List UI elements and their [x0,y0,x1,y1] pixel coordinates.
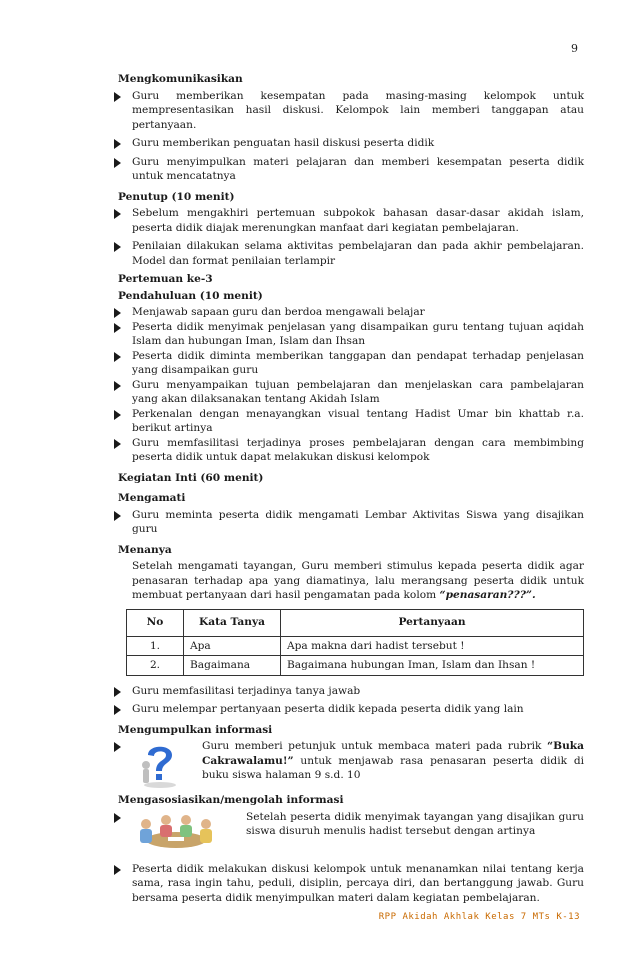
list-item: Sebelum mengakhiri pertemuan subpokok bahasan dasar-dasar akidah islam, peserta didik diajak merenungkan manfaat dari kegiatan pembelajaran. [114,206,584,235]
list-item: Peserta didik menyimak penjelasan yang disampaikan guru tentang tujuan aqidah Islam dan hubungan Iman, Islam dan Ihsan [114,320,584,349]
triangle-bullet-icon [114,381,121,391]
list-item: Guru memberikan penguatan hasil diskusi peserta didik [114,136,584,151]
triangle-bullet-icon [114,352,121,362]
heading-mengamati: Mengamati [118,492,186,504]
heading-penutup: Penutup (10 menit) [118,190,235,203]
mengumpulkan-text: Guru memberi petunjuk untuk membaca materi pada rubrik “Buka Cakrawalamu!” untuk menjawab rasa penasaran peserta didik di buku siswa halaman 9 s.d. 10 [202,740,584,781]
heading-kegiatan-inti: Kegiatan Inti (60 menit) [118,471,264,484]
triangle-bullet-icon [114,242,121,252]
triangle-bullet-icon [114,308,121,318]
mengasosiasikan-text: Setelah peserta didik menyimak tayangan yang disajikan guru siswa disuruh menulis hadist tersebut dengan artinya [246,810,584,837]
page-number: 9 [571,42,578,55]
group-discussion-icon [128,810,224,854]
content [114,72,584,909]
triangle-bullet-icon [114,209,121,219]
heading-menanya: Menanya [118,543,172,556]
heading-mengasosiasikan: Mengasosiasikan/mengolah informasi [118,794,344,806]
list-item: Perkenalan dengan menayangkan visual tentang Hadist Umar bin khattab r.a. berikut artinya [114,407,584,436]
list-item: Guru memberikan kesempatan pada masing-masing kelompok untuk mempresentasikan hasil diskusi. Kelompok lain memberi tanggapan atau pertanyaan. [114,89,584,133]
list-item: Peserta didik diminta memberikan tanggapan dan pendapat terhadap penjelasan yang disampaikan guru [114,349,584,378]
list-item: Menjawab sapaan guru dan berdoa mengawali belajar [114,305,584,320]
list-item: Guru memfasilitasi terjadinya proses pembelajaran dengan cara membimbing peserta didik untuk dapat melakukan diskusi kelompok [114,436,584,465]
question-table [126,609,584,676]
mengumpulkan-row [114,739,584,787]
triangle-bullet-icon [114,511,121,521]
triangle-bullet-icon [114,92,121,102]
list-item: Penilaian dilakukan selama aktivitas pembelajaran dan pada akhir pembelajaran. Model dan format penilaian terlampir [114,239,584,268]
triangle-bullet-icon [114,323,121,333]
heading-mengumpulkan: Mengumpulkan informasi [118,723,273,736]
list-item: Guru menyimpulkan materi pelajaran dan memberi kesempatan peserta didik untuk mencatatnya [114,155,584,184]
heading-pertemuan: Pertemuan ke-3 [118,273,213,285]
col-no: No [127,609,184,636]
triangle-bullet-icon [114,813,121,823]
triangle-bullet-icon [114,687,121,697]
heading-pendahuluan: Pendahuluan (10 menit) [118,289,263,302]
triangle-bullet-icon [114,410,121,420]
table-row: 2. Bagaimana Bagaimana hubungan Iman, Islam dan Ihsan ! [127,656,584,676]
list-item: Guru meminta peserta didik mengamati Lembar Aktivitas Siswa yang disajikan guru [114,508,584,537]
col-pertanyaan: Pertanyaan [281,609,584,636]
triangle-bullet-icon [114,139,121,149]
triangle-bullet-icon [114,439,121,449]
triangle-bullet-icon [114,865,121,875]
triangle-bullet-icon [114,742,121,752]
table-header-row [127,609,584,636]
question-mark-person-icon [134,739,186,789]
col-kata-tanya: Kata Tanya [184,609,281,636]
list-item: Guru melempar pertanyaan peserta didik kepada peserta didik yang lain [114,702,584,717]
menanya-paragraph: Setelah mengamati tayangan, Guru memberi stimulus kepada peserta didik agar penasaran terhadap apa yang diamatinya, lalu merangsang peserta didik untuk membuat pertanyaan dari hasil pengamatan pada kolom “penasaran???”. [132,560,584,601]
triangle-bullet-icon [114,705,121,715]
triangle-bullet-icon [114,158,121,168]
mengasosiasikan-row [114,810,584,854]
list-item: Guru memfasilitasi terjadinya tanya jawab [114,684,584,699]
list-item: Peserta didik melakukan diskusi kelompok untuk menanamkan nilai tentang kerja sama, rasa ingin tahu, peduli, disiplin, percaya diri, dan bertanggung jawab. Guru bersama peserta didik menyimpulkan materi dalam kegiatan pembelajaran. [114,862,584,906]
footer-text: RPP Akidah Akhlak Kelas 7 MTs K-13 [378,912,580,922]
heading-mengkomunikasikan: Mengkomunikasikan [118,73,243,85]
table-row: 1. Apa Apa makna dari hadist tersebut ! [127,636,584,656]
list-item: Guru menyampaikan tujuan pembelajaran dan menjelaskan cara pambelajaran yang akan dilaksanakan tentang Akidah Islam [114,378,584,407]
